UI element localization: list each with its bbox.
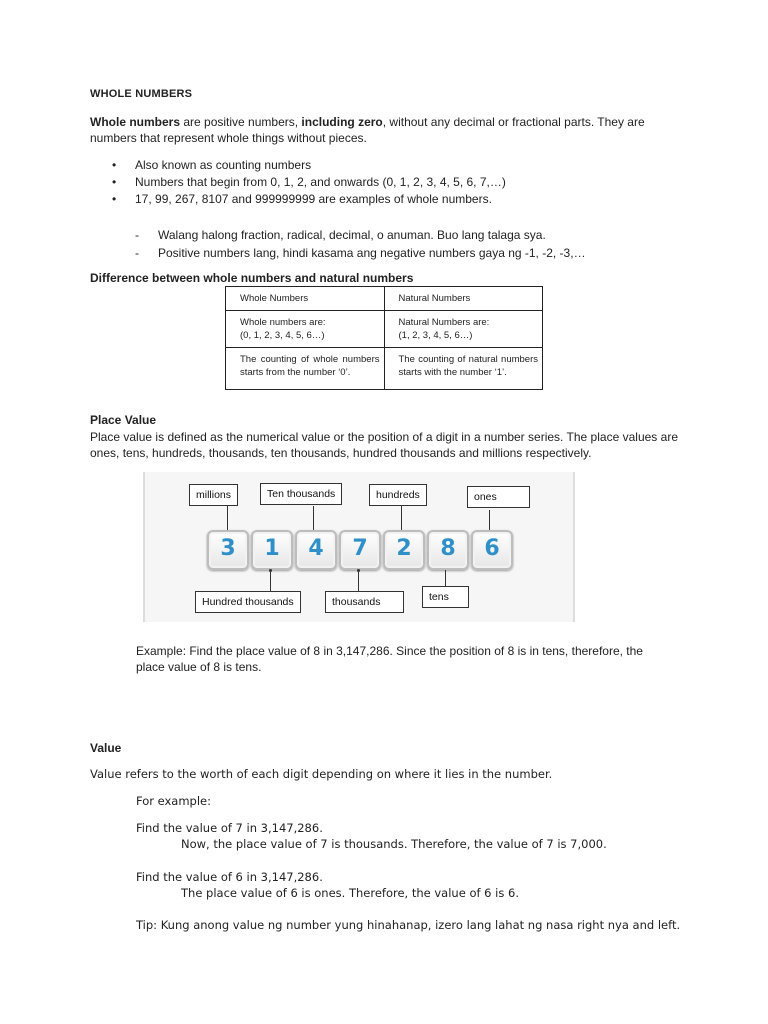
table-row xyxy=(226,348,543,390)
label-ten-thousands: Ten thousands xyxy=(260,483,342,505)
intro-bold-including-zero: including zero xyxy=(301,115,383,129)
label-ones: ones xyxy=(467,486,530,508)
bullet-list xyxy=(112,157,506,208)
place-value-paragraph: Place value is defined as the numerical value or the position of a digit in a number series. The place values are ones, tens, hundreds, thousands, ten thousands, hundred thousands and millions respectively. xyxy=(90,430,678,460)
digit-tile: 2 xyxy=(383,530,425,570)
label-thousands: thousands xyxy=(325,591,404,613)
answer-2: The place value of 6 is ones. Therefore, the value of 6 is 6. xyxy=(181,886,519,900)
dash-list xyxy=(135,226,586,262)
intro-text-1: are positive numbers, xyxy=(180,115,302,129)
connector-line xyxy=(358,570,359,592)
for-example-label: For example: xyxy=(136,794,211,808)
digit-tile: 7 xyxy=(339,530,381,570)
table-row xyxy=(226,287,543,311)
place-value-example: Example: Find the place value of 8 in 3,147,286. Since the position of 8 is in tens, therefore, the place value of 8 is tens. xyxy=(136,644,643,674)
question-1: Find the value of 7 in 3,147,286. xyxy=(136,821,323,835)
list-item: • Numbers that begin from 0, 1, 2, and onwards (0, 1, 2, 3, 4, 5, 6, 7,…) xyxy=(112,174,506,191)
connector-line xyxy=(313,506,314,530)
digit-tile: 3 xyxy=(207,530,249,570)
connector-line xyxy=(445,570,446,586)
list-item: - Walang halong fraction, radical, decimal, o anuman. Buo lang talaga sya. xyxy=(135,226,586,244)
table-header-cell: Whole Numbers xyxy=(226,287,385,311)
page-title: WHOLE NUMBERS xyxy=(90,88,193,100)
comparison-table xyxy=(225,286,543,390)
intro-bold-whole-numbers: Whole numbers xyxy=(90,115,181,129)
value-heading: Value xyxy=(90,741,122,755)
table-row xyxy=(226,311,543,348)
label-hundred-thousands: Hundred thousands xyxy=(195,591,301,613)
list-item: • Also known as counting numbers xyxy=(112,157,506,174)
connector-line xyxy=(270,570,271,592)
table-header-cell: Natural Numbers xyxy=(384,287,543,311)
tip-text: Tip: Kung anong value ng number yung hinahanap, izero lang lahat ng nasa right nya and left. xyxy=(136,918,681,932)
table-cell: Natural Numbers are: (1, 2, 3, 4, 5, 6…) xyxy=(384,311,543,348)
label-hundreds: hundreds xyxy=(369,484,427,506)
place-value-heading: Place Value xyxy=(90,413,157,427)
intro-paragraph xyxy=(90,114,670,146)
connector-line xyxy=(401,506,402,530)
table-cell: Whole numbers are: (0, 1, 2, 3, 4, 5, 6…) xyxy=(226,311,385,348)
answer-1: Now, the place value of 7 is thousands. Therefore, the value of 7 is 7,000. xyxy=(181,837,607,851)
connector-line xyxy=(227,506,228,530)
label-tens: tens xyxy=(422,586,469,608)
digit-tile: 1 xyxy=(251,530,293,570)
intro-text-2: , without any decimal or fractional parts. They are numbers that represent whole things without pieces. xyxy=(90,115,645,145)
label-millions: millions xyxy=(189,484,238,506)
digit-tile: 4 xyxy=(295,530,337,570)
digit-tile: 8 xyxy=(427,530,469,570)
question-2: Find the value of 6 in 3,147,286. xyxy=(136,870,323,884)
list-item: - Positive numbers lang, hindi kasama ang negative numbers gaya ng -1, -2, -3,… xyxy=(135,244,586,262)
difference-heading: Difference between whole numbers and natural numbers xyxy=(90,271,414,285)
list-item: • 17, 99, 267, 8107 and 999999999 are examples of whole numbers. xyxy=(112,191,506,208)
table-cell: The counting of natural numbers starts with the number ‘1’. xyxy=(384,348,543,390)
value-definition: Value refers to the worth of each digit depending on where it lies in the number. xyxy=(90,767,553,781)
digit-tile: 6 xyxy=(471,530,513,570)
table-cell: The counting of whole numbers starts from the number ‘0’. xyxy=(226,348,385,390)
connector-line xyxy=(489,510,490,530)
